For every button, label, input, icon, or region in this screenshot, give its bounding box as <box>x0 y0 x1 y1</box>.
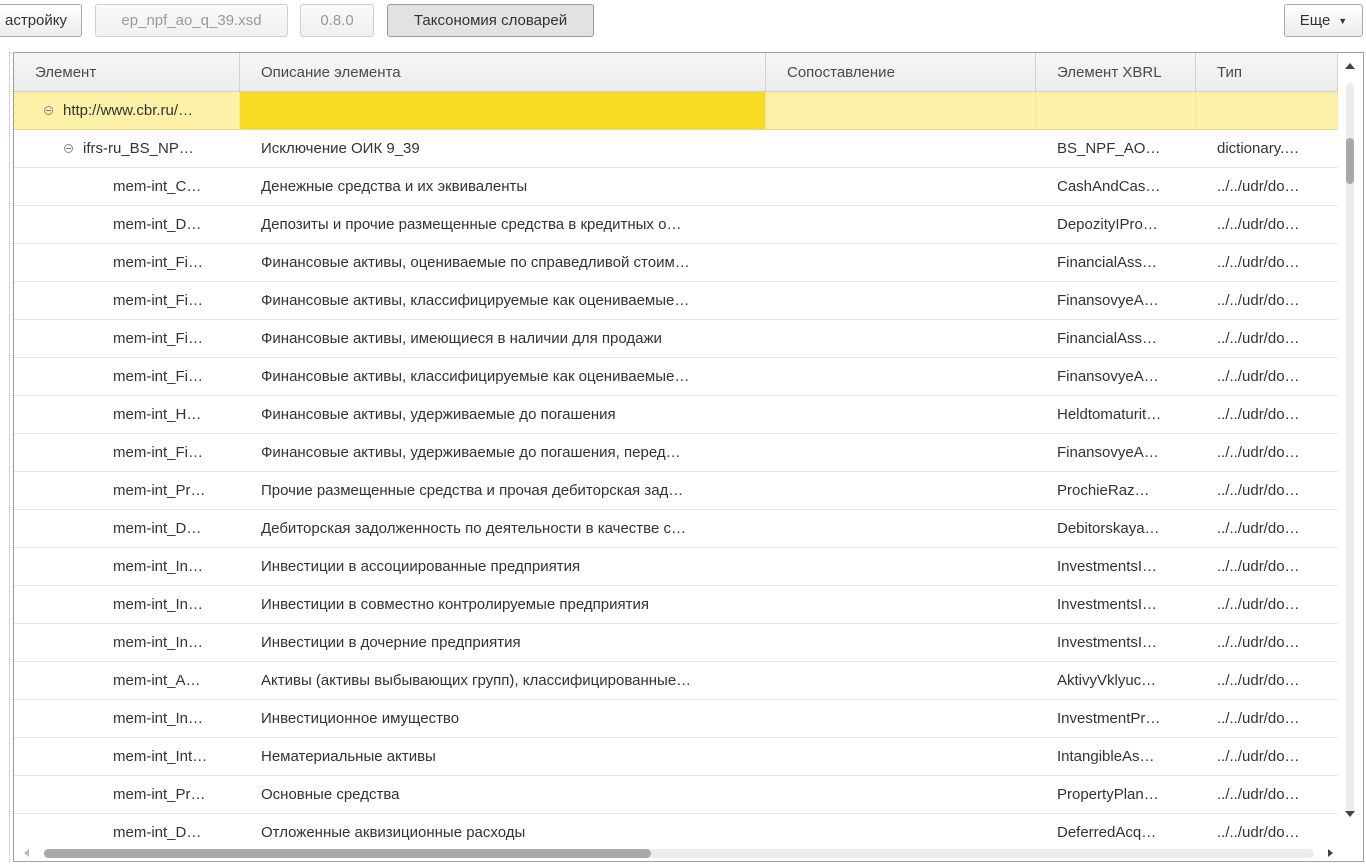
cell-description[interactable] <box>240 92 766 129</box>
cell-description-text: Финансовые активы, имеющиеся в наличии для продажи <box>261 330 662 347</box>
table-row[interactable] <box>14 662 1338 700</box>
cell-element-text: mem-int_Fi… <box>113 444 204 461</box>
cell-xbrl-element[interactable] <box>1036 320 1196 357</box>
table-row[interactable] <box>14 472 1338 510</box>
cell-type[interactable] <box>1196 396 1338 433</box>
cell-xbrl-element-text: Heldtomaturit… <box>1057 406 1162 423</box>
taxonomy-grid <box>13 52 1364 862</box>
cell-type[interactable] <box>1196 510 1338 547</box>
cell-type-text: ../../udr/do… <box>1217 824 1300 841</box>
cell-description-text: Инвестиции в совместно контролируемые предприятия <box>261 596 649 613</box>
cell-description-text: Инвестиции в дочерние предприятия <box>261 634 521 651</box>
cell-description-text: Инвестиции в ассоциированные предприятия <box>261 558 581 575</box>
cell-element[interactable] <box>14 130 240 167</box>
cell-type-text: ../../udr/do… <box>1217 292 1300 309</box>
settings-button[interactable]: астройку <box>0 4 82 37</box>
cell-xbrl-element[interactable] <box>1036 282 1196 319</box>
cell-xbrl-element[interactable] <box>1036 206 1196 243</box>
cell-element[interactable] <box>14 776 240 813</box>
cell-description-text: Основные средства <box>261 786 400 803</box>
file-name-button[interactable]: ep_npf_ao_q_39.xsd <box>95 4 288 37</box>
cell-mapping[interactable] <box>766 130 1036 167</box>
table-row[interactable] <box>14 320 1338 358</box>
cell-type[interactable] <box>1196 776 1338 813</box>
cell-element[interactable] <box>14 624 240 661</box>
cell-type-text: dictionary.… <box>1217 140 1300 157</box>
vertical-scroll-thumb[interactable] <box>1346 138 1354 184</box>
cell-xbrl-element-text: FinansovyeA… <box>1057 444 1159 461</box>
scroll-down-icon[interactable] <box>1345 811 1355 817</box>
cell-xbrl-element-text: CashAndCas… <box>1057 178 1161 195</box>
cell-mapping[interactable] <box>766 472 1036 509</box>
cell-element-text: mem-int_Pr… <box>113 786 206 803</box>
cell-element[interactable] <box>14 662 240 699</box>
cell-type-text: ../../udr/do… <box>1217 406 1300 423</box>
cell-mapping[interactable] <box>766 244 1036 281</box>
cell-element-text: mem-int_C… <box>113 178 202 195</box>
cell-type-text: ../../udr/do… <box>1217 558 1300 575</box>
cell-type[interactable] <box>1196 624 1338 661</box>
cell-mapping[interactable] <box>766 738 1036 775</box>
table-row[interactable] <box>14 738 1338 776</box>
table-row[interactable] <box>14 168 1338 206</box>
cell-type[interactable] <box>1196 472 1338 509</box>
cell-element-text: mem-int_In… <box>113 710 204 727</box>
more-button[interactable] <box>1284 4 1363 37</box>
cell-type[interactable] <box>1196 700 1338 737</box>
cell-xbrl-element[interactable] <box>1036 510 1196 547</box>
cell-type[interactable] <box>1196 814 1338 847</box>
cell-description[interactable] <box>240 434 766 471</box>
cell-type[interactable] <box>1196 282 1338 319</box>
column-header-element[interactable]: Элемент <box>14 53 240 91</box>
cell-element[interactable] <box>14 472 240 509</box>
cell-description[interactable] <box>240 814 766 847</box>
cell-description[interactable] <box>240 548 766 585</box>
cell-xbrl-element[interactable] <box>1036 662 1196 699</box>
cell-type-text: ../../udr/do… <box>1217 444 1300 461</box>
cell-type-text: ../../udr/do… <box>1217 634 1300 651</box>
cell-description-text: Финансовые активы, удерживаемые до погашения, перед… <box>261 444 681 461</box>
cell-xbrl-element-text: DeferredAcq… <box>1057 824 1157 841</box>
cell-element-text: mem-int_Fi… <box>113 368 204 385</box>
cell-xbrl-element-text: FinancialAss… <box>1057 330 1158 347</box>
cell-type[interactable] <box>1196 586 1338 623</box>
cell-type[interactable] <box>1196 206 1338 243</box>
dropdown-caret-icon: ▼ <box>1338 15 1348 26</box>
column-header-description[interactable]: Описание элемента <box>240 53 766 91</box>
cell-xbrl-element-text: ProchieRaz… <box>1057 482 1150 499</box>
cell-element-text: mem-int_D… <box>113 824 202 841</box>
cell-mapping[interactable] <box>766 434 1036 471</box>
cell-xbrl-element[interactable] <box>1036 168 1196 205</box>
cell-description[interactable] <box>240 662 766 699</box>
cell-xbrl-element[interactable] <box>1036 472 1196 509</box>
column-header-type[interactable]: Тип <box>1196 53 1338 91</box>
cell-xbrl-element[interactable] <box>1036 738 1196 775</box>
cell-element[interactable] <box>14 434 240 471</box>
cell-element[interactable] <box>14 320 240 357</box>
table-row[interactable] <box>14 814 1338 847</box>
cell-mapping[interactable] <box>766 624 1036 661</box>
cell-mapping[interactable] <box>766 700 1036 737</box>
cell-description-text: Дебиторская задолженность по деятельности в качестве с… <box>261 520 686 537</box>
cell-element-text: mem-int_D… <box>113 520 202 537</box>
cell-type[interactable] <box>1196 662 1338 699</box>
cell-description-text: Финансовые активы, оцениваемые по справедливой стоим… <box>261 254 690 271</box>
cell-description[interactable] <box>240 244 766 281</box>
cell-description-text: Депозиты и прочие размещенные средства в кредитных о… <box>261 216 682 233</box>
table-row[interactable] <box>14 776 1338 814</box>
cell-xbrl-element[interactable] <box>1036 244 1196 281</box>
cell-xbrl-element[interactable] <box>1036 700 1196 737</box>
cell-xbrl-element[interactable] <box>1036 358 1196 395</box>
cell-xbrl-element[interactable] <box>1036 434 1196 471</box>
cell-description[interactable] <box>240 282 766 319</box>
table-row[interactable] <box>14 358 1338 396</box>
cell-type[interactable] <box>1196 434 1338 471</box>
cell-description[interactable] <box>240 472 766 509</box>
cell-xbrl-element-text: DepozityIPro… <box>1057 216 1158 233</box>
cell-element[interactable] <box>14 738 240 775</box>
table-row[interactable] <box>14 282 1338 320</box>
table-row[interactable] <box>14 548 1338 586</box>
toolbar <box>0 0 1366 44</box>
table-row[interactable] <box>14 586 1338 624</box>
cell-mapping[interactable] <box>766 548 1036 585</box>
cell-xbrl-element[interactable] <box>1036 130 1196 167</box>
cell-xbrl-element-text: Debitorskaya… <box>1057 520 1160 537</box>
cell-description[interactable] <box>240 358 766 395</box>
cell-element[interactable] <box>14 282 240 319</box>
cell-xbrl-element[interactable] <box>1036 586 1196 623</box>
cell-element-text: ifrs-ru_BS_NP… <box>83 140 194 157</box>
cell-mapping[interactable] <box>766 776 1036 813</box>
cell-element-text: mem-int_In… <box>113 634 204 651</box>
cell-xbrl-element-text: InvestmentsI… <box>1057 596 1158 613</box>
vertical-scrollbar[interactable] <box>1338 53 1363 847</box>
cell-element-text: http://www.cbr.ru/… <box>63 102 194 119</box>
cell-xbrl-element-text: FinansovyeA… <box>1057 368 1159 385</box>
cell-description-text: Исключение ОИК 9_39 <box>261 140 420 157</box>
cell-type-text: ../../udr/do… <box>1217 330 1300 347</box>
cell-description-text: Прочие размещенные средства и прочая дебиторская зад… <box>261 482 684 499</box>
cell-element[interactable] <box>14 244 240 281</box>
cell-element-text: mem-int_Int… <box>113 748 208 765</box>
cell-element[interactable] <box>14 358 240 395</box>
scroll-up-icon[interactable] <box>1345 63 1355 69</box>
cell-element[interactable] <box>14 510 240 547</box>
cell-description-text: Финансовые активы, удерживаемые до погашения <box>261 406 616 423</box>
cell-description[interactable] <box>240 700 766 737</box>
scroll-left-icon[interactable] <box>24 849 29 857</box>
cell-description[interactable] <box>240 624 766 661</box>
cell-element-text: mem-int_Fi… <box>113 330 204 347</box>
table-row[interactable] <box>14 206 1338 244</box>
cell-description-text: Денежные средства и их эквиваленты <box>261 178 528 195</box>
cell-description[interactable] <box>240 396 766 433</box>
cell-mapping[interactable] <box>766 168 1036 205</box>
cell-description[interactable] <box>240 206 766 243</box>
cell-mapping[interactable] <box>766 396 1036 433</box>
table-row[interactable] <box>14 624 1338 662</box>
dictionary-taxonomy-button[interactable]: Таксономия словарей <box>387 4 594 37</box>
cell-xbrl-element-text: InvestmentsI… <box>1057 558 1158 575</box>
cell-type[interactable] <box>1196 92 1338 129</box>
cell-xbrl-element[interactable] <box>1036 814 1196 847</box>
cell-type-text: ../../udr/do… <box>1217 520 1300 537</box>
cell-description-text: Нематериальные активы <box>261 748 436 765</box>
cell-type-text: ../../udr/do… <box>1217 596 1300 613</box>
cell-element[interactable] <box>14 814 240 847</box>
cell-type[interactable] <box>1196 244 1338 281</box>
cell-element-text: mem-int_H… <box>113 406 202 423</box>
cell-description[interactable] <box>240 738 766 775</box>
cell-description[interactable] <box>240 320 766 357</box>
cell-type-text: ../../udr/do… <box>1217 786 1300 803</box>
cell-xbrl-element[interactable] <box>1036 548 1196 585</box>
cell-mapping[interactable] <box>766 662 1036 699</box>
cell-type-text: ../../udr/do… <box>1217 254 1300 271</box>
cell-description-text: Финансовые активы, классифицируемые как оцениваемые… <box>261 292 690 309</box>
horizontal-scroll-thumb[interactable] <box>44 849 651 858</box>
cell-type-text: ../../udr/do… <box>1217 748 1300 765</box>
table-row[interactable] <box>14 700 1338 738</box>
table-row[interactable] <box>14 92 1338 130</box>
cell-element[interactable] <box>14 700 240 737</box>
cell-xbrl-element-text: InvestmentsI… <box>1057 634 1158 651</box>
cell-mapping[interactable] <box>766 92 1036 129</box>
cell-element[interactable] <box>14 396 240 433</box>
cell-type[interactable] <box>1196 738 1338 775</box>
scroll-right-icon[interactable] <box>1328 849 1333 857</box>
cell-mapping[interactable] <box>766 586 1036 623</box>
cell-mapping[interactable] <box>766 320 1036 357</box>
cell-mapping[interactable] <box>766 814 1036 847</box>
horizontal-scrollbar[interactable] <box>14 845 1363 861</box>
cell-xbrl-element-text: IntangibleAs… <box>1057 748 1155 765</box>
cell-element[interactable] <box>14 168 240 205</box>
column-header-xbrl-element[interactable]: Элемент XBRL <box>1036 53 1196 91</box>
cell-type[interactable] <box>1196 168 1338 205</box>
cell-element[interactable] <box>14 548 240 585</box>
cell-description[interactable] <box>240 776 766 813</box>
cell-xbrl-element[interactable] <box>1036 92 1196 129</box>
cell-description[interactable] <box>240 586 766 623</box>
vertical-scroll-track[interactable] <box>1346 83 1354 813</box>
cell-element-text: mem-int_A… <box>113 672 201 689</box>
cell-xbrl-element[interactable] <box>1036 624 1196 661</box>
cell-element-text: mem-int_In… <box>113 596 204 613</box>
cell-mapping[interactable] <box>766 510 1036 547</box>
cell-type-text: ../../udr/do… <box>1217 368 1300 385</box>
cell-type-text: ../../udr/do… <box>1217 672 1300 689</box>
cell-element-text: mem-int_D… <box>113 216 202 233</box>
cell-type-text: ../../udr/do… <box>1217 710 1300 727</box>
cell-element-text: mem-int_Fi… <box>113 254 204 271</box>
cell-type[interactable] <box>1196 548 1338 585</box>
cell-element-text: mem-int_Fi… <box>113 292 204 309</box>
cell-description[interactable] <box>240 130 766 167</box>
cell-xbrl-element[interactable] <box>1036 776 1196 813</box>
cell-xbrl-element-text: InvestmentPr… <box>1057 710 1161 727</box>
cell-description-text: Отложенные аквизиционные расходы <box>261 824 526 841</box>
cell-mapping[interactable] <box>766 282 1036 319</box>
collapse-icon[interactable] <box>44 106 53 115</box>
cell-description-text: Финансовые активы, классифицируемые как оцениваемые… <box>261 368 690 385</box>
cell-xbrl-element-text: PropertyPlan… <box>1057 786 1159 803</box>
cell-description[interactable] <box>240 168 766 205</box>
cell-type-text: ../../udr/do… <box>1217 178 1300 195</box>
collapse-icon[interactable] <box>64 144 73 153</box>
column-header-mapping[interactable]: Сопоставление <box>766 53 1036 91</box>
table-row[interactable] <box>14 434 1338 472</box>
table-row[interactable] <box>14 244 1338 282</box>
cell-xbrl-element-text: FinancialAss… <box>1057 254 1158 271</box>
cell-element[interactable] <box>14 586 240 623</box>
cell-xbrl-element-text: FinansovyeA… <box>1057 292 1159 309</box>
cell-type[interactable] <box>1196 358 1338 395</box>
cell-description-text: Инвестиционное имущество <box>261 710 460 727</box>
panel-divider <box>9 52 11 862</box>
grid-header <box>14 53 1338 92</box>
cell-element-text: mem-int_Pr… <box>113 482 206 499</box>
version-button[interactable]: 0.8.0 <box>300 4 374 37</box>
cell-type-text: ../../udr/do… <box>1217 216 1300 233</box>
more-button-label: Еще <box>1299 12 1331 29</box>
cell-xbrl-element[interactable] <box>1036 396 1196 433</box>
cell-description-text: Активы (активы выбывающих групп), классифицированные… <box>261 672 692 689</box>
cell-description[interactable] <box>240 510 766 547</box>
cell-mapping[interactable] <box>766 358 1036 395</box>
cell-type-text: ../../udr/do… <box>1217 482 1300 499</box>
cell-mapping[interactable] <box>766 206 1036 243</box>
cell-element[interactable] <box>14 92 240 129</box>
table-row[interactable] <box>14 510 1338 548</box>
cell-element[interactable] <box>14 206 240 243</box>
cell-xbrl-element-text: BS_NPF_AO… <box>1057 140 1161 157</box>
table-row[interactable] <box>14 130 1338 168</box>
cell-type[interactable] <box>1196 320 1338 357</box>
cell-xbrl-element-text: AktivyVklyuc… <box>1057 672 1157 689</box>
cell-type[interactable] <box>1196 130 1338 167</box>
grid-rows <box>14 92 1338 847</box>
table-row[interactable] <box>14 396 1338 434</box>
cell-element-text: mem-int_In… <box>113 558 204 575</box>
